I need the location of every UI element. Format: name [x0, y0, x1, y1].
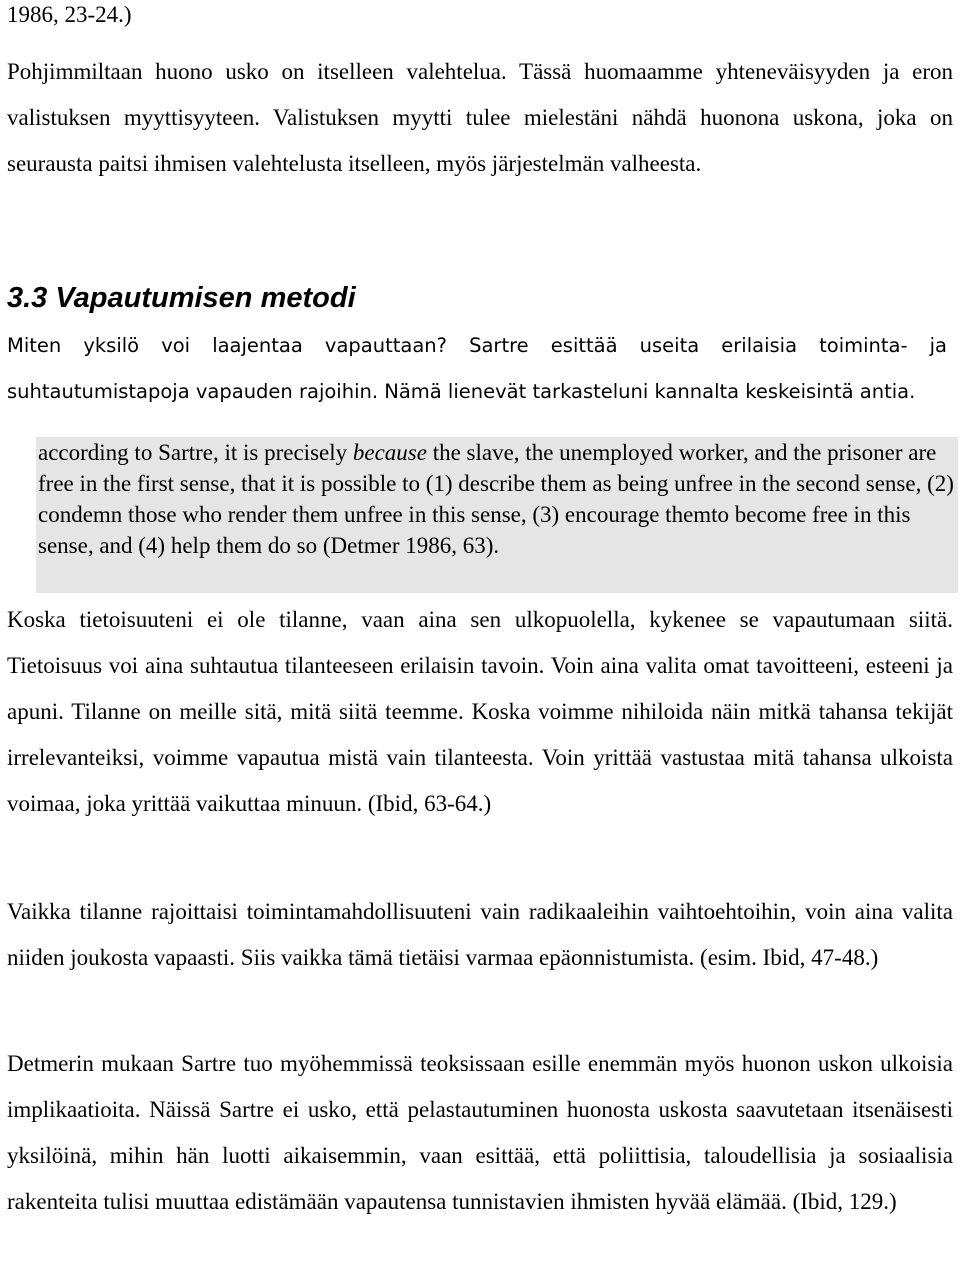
paragraph-detmer: Detmerin mukaan Sartre tuo myöhemmissä teoksissaan esille enemmän myös huonon uskon ulkoisia implikaatioita. Näissä Sartre ei usko, että pelastautuminen huonosta uskosta saavutetaan itsenäisesti yksilöinä, mihin hän luotti aikaisemmin, vaan esittää, että poliittisia, taloudellisia ja sosiaalisia rakenteita tulisi muuttaa edistämään vapautensa tunnistavien ihmisten hyvää elämää. (Ibid, 129.) — [7, 1051, 953, 1214]
quote-text-start: according to Sartre, it is precisely — [38, 440, 353, 465]
paragraph-bad-faith: Pohjimmiltaan huono usko on itselleen valehtelua. Tässä huomaamme yhteneväisyyden ja eron valistuksen myyttisyyteen. Valistuksen myytti tulee mielestäni nähdä huonona uskona, joka on seurausta paitsi ihmisen valehtelusta itselleen, myös järjestelmän valheesta. — [7, 59, 953, 176]
quote-text-end: the slave, the unemployed worker, and the prisoner are free in the first sense, that it is possible to (1) describe them as being unfree in the second sense, (2) condemn those who render them unfree in this sense, (3) encourage themto become free in this sense, and (4) help them do so (Detmer 1986, 63). — [38, 440, 954, 558]
quote-emphasis: because — [352, 440, 427, 465]
section-intro-paragraph: Miten yksilö voi laajentaa vapauttaan? Sartre esittää useita erilaisia toiminta- ja suhtautumistapoja vapauden rajoihin. Nämä lienevät tarkasteluni kannalta keskeisintä antia. — [7, 334, 947, 403]
top-fragment: 1986, 23-24.) — [7, 2, 132, 27]
paragraph-radical-choice: Vaikka tilanne rajoittaisi toimintamahdollisuuteni vain radikaaleihin vaihtoehtoihin, voin aina valita niiden joukosta vapaasti. Siis vaikka tämä tietäisi varmaa epäonnistumista. (esim. Ibid, 47-48.) — [7, 899, 953, 970]
block-quote — [36, 437, 958, 593]
paragraph-consciousness: Koska tietoisuuteni ei ole tilanne, vaan aina sen ulkopuolella, kykenee se vapautumaan siitä. Tietoisuus voi aina suhtautua tilanteeseen erilaisin tavoin. Voin aina valita omat tavoitteeni, esteeni ja apuni. Tilanne on meille sitä, mitä siitä teemme. Koska voimme nihiloida näin mitkä tahansa tekijät irrelevanteiksi, voimme vapautua mistä vain tilanteesta. Voin yrittää vastustaa mitä tahansa ulkoista voimaa, joka yrittää vaikuttaa minuun. (Ibid, 63-64.) — [7, 607, 953, 816]
section-heading: 3.3 Vapautumisen metodi — [7, 282, 356, 314]
